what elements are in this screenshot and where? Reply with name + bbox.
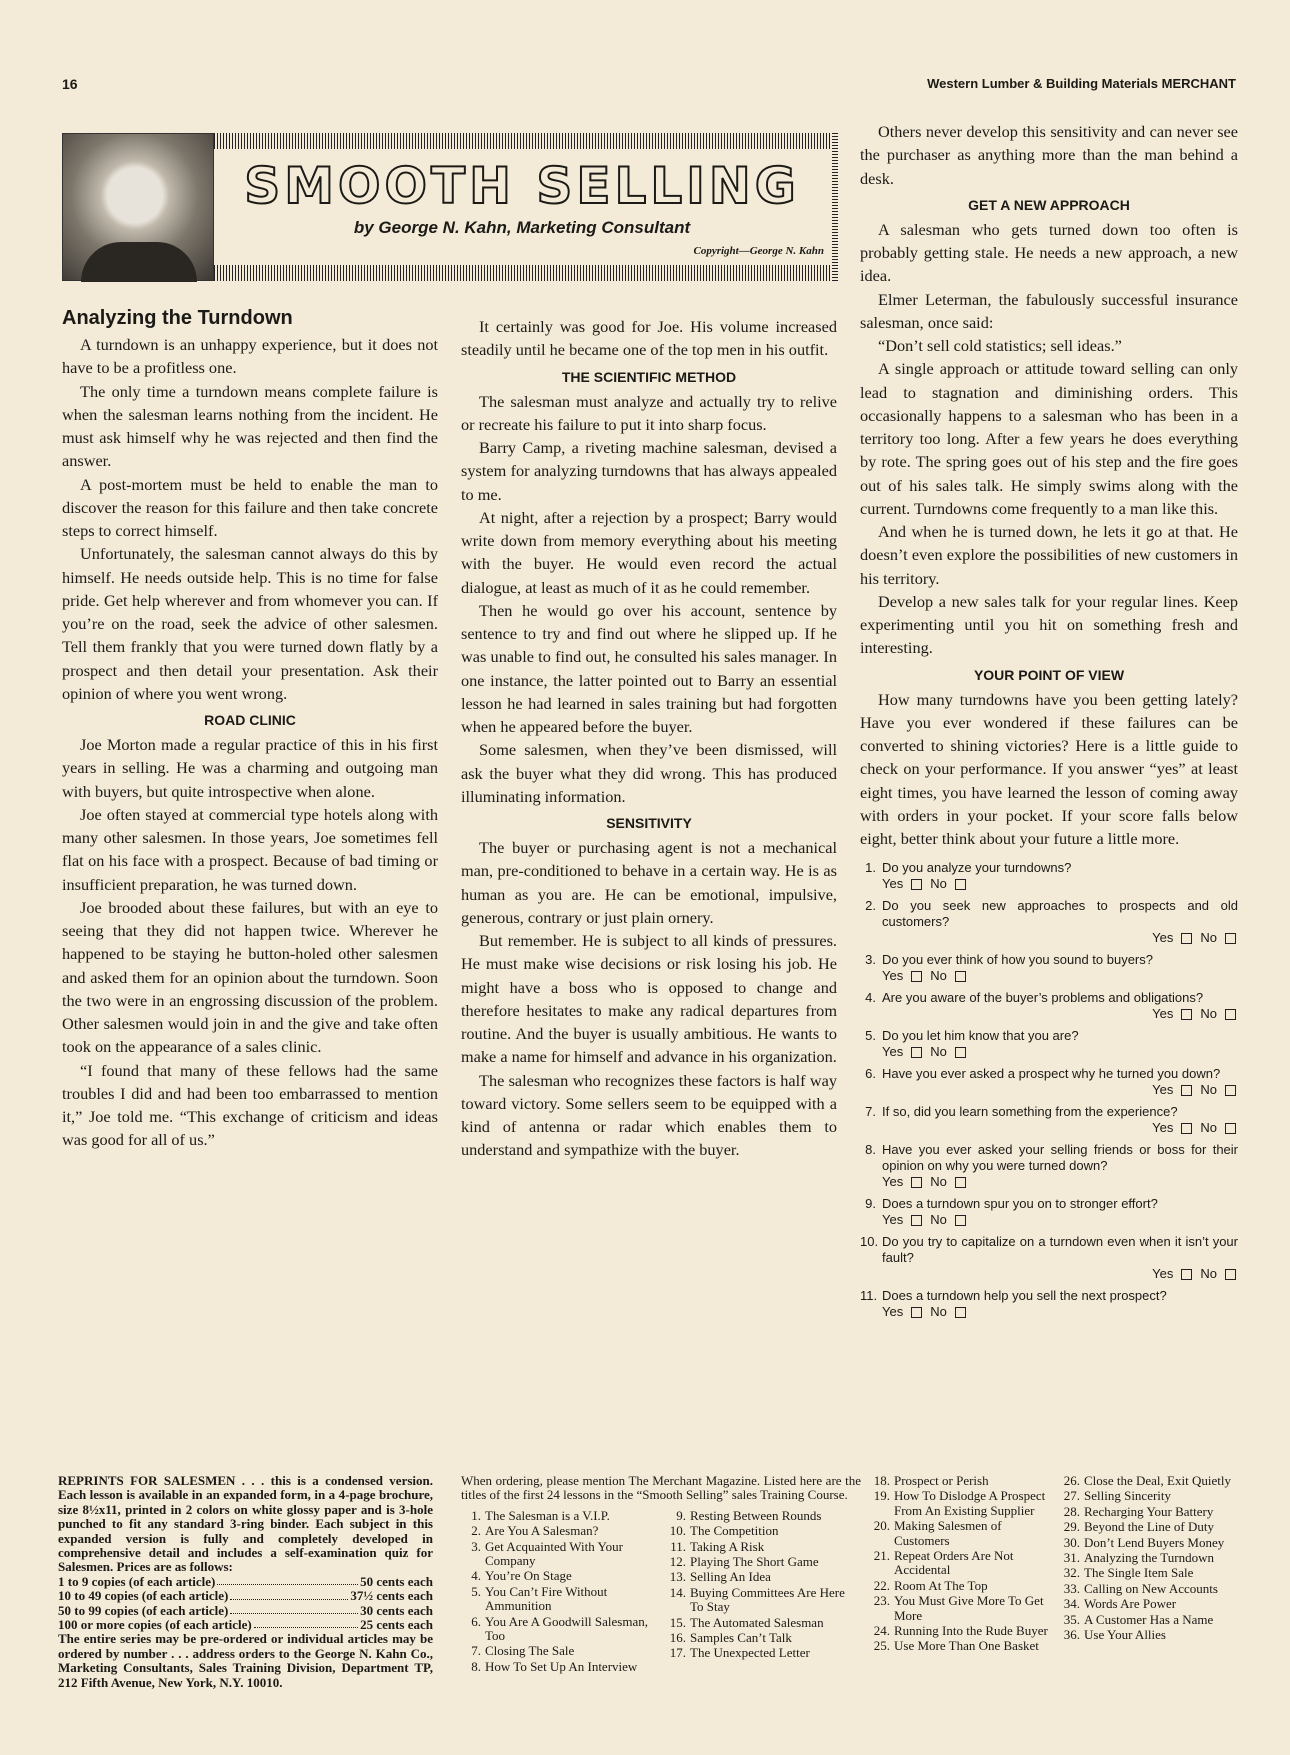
- road-clinic-paragraphs: [62, 733, 438, 1152]
- quiz-number: 9.: [865, 1196, 876, 1212]
- price-leader: [217, 1575, 358, 1585]
- yes-label: Yes: [1152, 1082, 1174, 1098]
- no-label: No: [1200, 1082, 1217, 1098]
- quiz-item: [860, 1234, 1238, 1282]
- no-checkbox[interactable]: [955, 971, 966, 982]
- no-label: No: [930, 1212, 947, 1228]
- quiz-answer-line: [882, 876, 1238, 892]
- price-row: [58, 1589, 433, 1603]
- quiz-number: 3.: [865, 952, 876, 968]
- quiz-number: 10.: [860, 1234, 879, 1250]
- lesson-item: [870, 1639, 1050, 1653]
- lesson-item: [666, 1646, 861, 1660]
- lesson-number: 1.: [471, 1507, 481, 1523]
- no-checkbox[interactable]: [955, 1307, 966, 1318]
- no-label: No: [930, 1304, 947, 1320]
- ordering-intro: When ordering, please mention The Merchant Magazine. Listed here are the titles of the first 24 lessons in the “Smooth Selling” sales Training Course.: [461, 1473, 861, 1503]
- lesson-title: Calling on New Accounts: [1084, 1580, 1218, 1596]
- lesson-item: [870, 1489, 1050, 1518]
- lesson-item: [461, 1569, 656, 1583]
- no-checkbox[interactable]: [1225, 1009, 1236, 1020]
- paragraph: It certainly was good for Joe. His volume increased steadily until he became one of the top men in his outfit.: [461, 317, 837, 360]
- yes-checkbox[interactable]: [1181, 1123, 1192, 1134]
- lesson-title: Resting Between Rounds: [690, 1507, 822, 1523]
- quiz-item: [860, 1104, 1238, 1136]
- lesson-item: [1060, 1566, 1240, 1580]
- quiz-item: [860, 860, 1238, 892]
- banner-stripe-top: [214, 133, 838, 149]
- lesson-item: [666, 1570, 861, 1584]
- lesson-number: 36.: [1063, 1627, 1080, 1643]
- lesson-number: 9.: [676, 1507, 686, 1523]
- paragraph: “Don’t sell cold statistics; sell ideas.”: [878, 336, 1122, 355]
- no-checkbox[interactable]: [955, 1215, 966, 1226]
- no-label: No: [930, 1174, 947, 1190]
- point-of-view-paragraphs: [860, 688, 1238, 851]
- lesson-title: Playing The Short Game: [690, 1554, 819, 1570]
- quiz-question-text: Do you let him know that you are?: [882, 1028, 1079, 1044]
- subhead-scientific-method: THE SCIENTIFIC METHOD: [561, 368, 737, 385]
- reprints-notice: [58, 1474, 433, 1690]
- yes-no-answer: [1152, 1082, 1238, 1098]
- quiz-question: [882, 1066, 1238, 1098]
- author-photo: [62, 133, 214, 281]
- quiz-question-text: Does a turndown help you sell the next prospect?: [882, 1288, 1167, 1304]
- lesson-item: [1060, 1520, 1240, 1534]
- quiz-question-text: Do you analyze your turndowns?: [882, 860, 1072, 876]
- subhead-road-clinic: ROAD CLINIC: [204, 712, 296, 728]
- lesson-item: [1060, 1505, 1240, 1519]
- quiz-question: [882, 1234, 1238, 1282]
- yes-checkbox[interactable]: [911, 971, 922, 982]
- ordering-info: [461, 1474, 861, 1674]
- lesson-title: Get Acquainted With Your Company: [485, 1538, 623, 1569]
- no-label: No: [1200, 1120, 1217, 1136]
- price-row: [58, 1618, 433, 1632]
- yes-checkbox[interactable]: [911, 879, 922, 890]
- quiz-answer-line: [882, 1212, 1238, 1228]
- lesson-item: [461, 1644, 656, 1658]
- lesson-title: Are You A Salesman?: [485, 1523, 599, 1539]
- column-2-intro: [461, 315, 837, 362]
- no-checkbox[interactable]: [955, 1177, 966, 1188]
- yes-no-answer: [1152, 930, 1238, 946]
- no-label: No: [930, 1044, 947, 1060]
- lesson-number: 34.: [1063, 1596, 1080, 1612]
- paragraph: A turndown is an unhappy experience, but it does not have to be a profitless one.: [62, 335, 438, 378]
- lesson-number: 19.: [873, 1488, 890, 1504]
- lesson-number: 14.: [669, 1584, 686, 1600]
- lesson-item: [1060, 1597, 1240, 1611]
- price-list: [58, 1575, 433, 1633]
- lesson-title: Selling An Idea: [690, 1569, 771, 1585]
- quiz-answer-line: [882, 1120, 1238, 1136]
- price-quantity: 10 to 49 copies (of each article): [58, 1588, 229, 1604]
- lesson-title: The Single Item Sale: [1084, 1565, 1194, 1581]
- lesson-title: How To Dislodge A Prospect From An Existing Supplier: [894, 1488, 1046, 1518]
- subhead-new-approach: GET A NEW APPROACH: [968, 196, 1130, 213]
- lesson-number: 35.: [1063, 1611, 1080, 1627]
- lesson-item: [1060, 1628, 1240, 1642]
- lesson-item: [461, 1660, 656, 1674]
- quiz-number: 2.: [865, 898, 876, 914]
- lesson-item: [1060, 1582, 1240, 1596]
- paragraph: The salesman must analyze and actually try to relive or recreate his failure to put it into sharp focus.: [461, 391, 837, 434]
- no-label: No: [930, 968, 947, 984]
- yes-checkbox[interactable]: [911, 1307, 922, 1318]
- lesson-title: The Automated Salesman: [690, 1614, 824, 1630]
- byline: by George N. Kahn, Marketing Consultant: [353, 218, 691, 237]
- lesson-item: [461, 1540, 656, 1569]
- paragraph: Some salesmen, when they’ve been dismissed, will ask the buyer what they did wrong. This has produced illuminating information.: [461, 740, 837, 806]
- lesson-title: Buying Committees Are Here To Stay: [690, 1584, 845, 1615]
- paragraph: Then he would go over his account, sentence by sentence to try and find out where he slipped up. If he was unable to find out, he consulted his sales manager. In one instance, the latter pointed out to Barry an essential lesson he had learned in sales training but had forgotten when he appeared before the buyer.: [461, 600, 837, 736]
- lesson-title: The Competition: [690, 1523, 779, 1539]
- yes-no-answer: [882, 1212, 968, 1228]
- price-leader: [254, 1618, 358, 1628]
- quiz-question-text: Does a turndown spur you on to stronger effort?: [882, 1196, 1158, 1212]
- lesson-title: Closing The Sale: [485, 1643, 575, 1659]
- quiz-question-text: Are you aware of the buyer’s problems and obligations?: [882, 990, 1204, 1006]
- quiz-answer-line: [882, 968, 1238, 984]
- yes-no-answer: [1152, 1120, 1238, 1136]
- column-3: [860, 120, 1238, 1326]
- lesson-title: Making Salesmen of Customers: [894, 1518, 1002, 1548]
- paragraph: “I found that many of these fellows had the same troubles I did and had been too embarrassed to mention it,” Joe told me. “This exchange of criticism and ideas was good for all of us.”: [62, 1060, 438, 1150]
- yes-no-answer: [882, 1174, 968, 1190]
- lesson-title: Prospect or Perish: [894, 1473, 989, 1488]
- price-quantity: 1 to 9 copies (of each article): [58, 1573, 216, 1589]
- lesson-number: 17.: [669, 1645, 686, 1661]
- yes-label: Yes: [1152, 1006, 1174, 1022]
- price-leader: [230, 1604, 358, 1614]
- column-3-intro: [860, 120, 1238, 190]
- lesson-number: 18.: [873, 1473, 890, 1488]
- paragraph: Joe brooded about these failures, but with an eye to seeing that they did not happen twice. Wherever he happened to be staying he button-holed other salesmen and asked them for an opinion about the turndown. Soon the two were in an engrossing discussion of the problem. Other salesmen would join in and the give and take often took on the appearance of a sales clinic.: [62, 897, 438, 1057]
- lesson-number: 20.: [873, 1518, 890, 1534]
- subhead-sensitivity: SENSITIVITY: [606, 815, 692, 831]
- paragraph: A post-mortem must be held to enable the man to discover the reason for this failure and then take concrete steps to correct himself.: [62, 474, 438, 540]
- lesson-title: Use More Than One Basket: [894, 1638, 1039, 1654]
- paragraph: Elmer Leterman, the fabulously successful insurance salesman, once said:: [860, 289, 1238, 332]
- lesson-number: 27.: [1063, 1488, 1080, 1504]
- lesson-item: [461, 1615, 656, 1644]
- lesson-title: Repeat Orders Are Not Accidental: [894, 1548, 1014, 1578]
- paragraph: Joe often stayed at commercial type hotels along with many other salesmen. In those years, Joe sometimes fell flat on his face with a prospect. Because of bad timing or insufficient preparation, he was turned down.: [62, 804, 438, 894]
- lesson-item: [870, 1594, 1050, 1623]
- quiz-question: [882, 990, 1238, 1022]
- lesson-number: 32.: [1063, 1565, 1080, 1581]
- quiz-answer-line: [882, 1006, 1238, 1022]
- quiz-number: 5.: [865, 1028, 876, 1044]
- quiz-item: [860, 952, 1238, 984]
- quiz-item: [860, 1196, 1238, 1228]
- lesson-number: 6.: [471, 1613, 481, 1629]
- no-checkbox[interactable]: [1225, 933, 1236, 944]
- lesson-item: [870, 1579, 1050, 1593]
- lesson-item: [666, 1631, 861, 1645]
- quiz-question-text: Have you ever asked your selling friends or boss for their opinion on why you were turned down?: [882, 1142, 1238, 1174]
- quiz-question-text: If so, did you learn something from the experience?: [882, 1104, 1178, 1120]
- lesson-number: 10.: [669, 1523, 686, 1539]
- quiz-answer-line: [882, 1304, 1238, 1320]
- lesson-item: [1060, 1536, 1240, 1550]
- paragraph: The only time a turndown means complete failure is when the salesman learns nothing from the incident. He must ask himself why he was rejected and then find the answer.: [62, 381, 438, 471]
- lesson-number: 26.: [1063, 1473, 1080, 1488]
- lesson-title: Running Into the Rude Buyer: [894, 1623, 1048, 1639]
- no-checkbox[interactable]: [955, 879, 966, 890]
- lesson-number: 12.: [669, 1554, 686, 1570]
- quiz-number: 11.: [860, 1288, 878, 1304]
- lesson-number: 22.: [873, 1577, 890, 1593]
- lesson-title: Words Are Power: [1084, 1596, 1177, 1612]
- price-row: [58, 1575, 433, 1589]
- quiz-answer-line: [882, 1044, 1238, 1060]
- lesson-item: [1060, 1613, 1240, 1627]
- price-quantity: 50 to 99 copies (of each article): [58, 1602, 229, 1618]
- self-quiz: [860, 860, 1238, 1320]
- yes-checkbox[interactable]: [1181, 1269, 1192, 1280]
- quiz-question: [882, 952, 1238, 984]
- quiz-item: [860, 1142, 1238, 1190]
- yes-no-answer: [882, 1044, 968, 1060]
- paragraph: Barry Camp, a riveting machine salesman, devised a system for analyzing turndowns that has always appealed to me.: [461, 438, 837, 504]
- paragraph: The salesman who recognizes these factors is half way toward victory. Some sellers seem to be equipped with a kind of antenna or radar which enables them to understand and sympathize with the buyer.: [461, 1070, 837, 1160]
- price-value: 50 cents each: [360, 1573, 433, 1589]
- lesson-title: The Unexpected Letter: [690, 1645, 810, 1661]
- subhead-point-of-view: YOUR POINT OF VIEW: [973, 666, 1125, 683]
- price-value: 30 cents each: [360, 1602, 433, 1618]
- column-title: SMOOTH SELLING: [244, 157, 800, 215]
- lesson-item: [1060, 1489, 1240, 1503]
- quiz-question-text: Do you try to capitalize on a turndown even when it isn’t your fault?: [882, 1234, 1238, 1266]
- quiz-question-text: Have you ever asked a prospect why he turned you down?: [882, 1066, 1221, 1082]
- lesson-item: [870, 1474, 1050, 1488]
- no-label: No: [1200, 1266, 1217, 1282]
- lesson-number: 15.: [669, 1614, 686, 1630]
- paragraph: Joe Morton made a regular practice of this in his first years in selling. He was a charming and outgoing man with buyers, but quite introspective when alone.: [62, 735, 438, 801]
- copyright: Copyright—George N. Kahn: [693, 245, 824, 257]
- quiz-number: 1.: [865, 860, 876, 876]
- lesson-item: [870, 1549, 1050, 1578]
- lesson-number: 25.: [873, 1638, 890, 1654]
- paragraph: Develop a new sales talk for your regular lines. Keep experimenting until you hit on something fresh and interesting.: [860, 591, 1238, 658]
- yes-no-answer: [882, 968, 968, 984]
- yes-checkbox[interactable]: [911, 1177, 922, 1188]
- lesson-title: Analyzing the Turndown: [1084, 1550, 1214, 1566]
- lesson-number: 23.: [873, 1593, 890, 1609]
- yes-no-answer: [882, 1304, 968, 1320]
- lesson-list-1: [461, 1509, 861, 1674]
- lesson-number: 5.: [471, 1583, 481, 1599]
- lesson-title: You’re On Stage: [485, 1568, 572, 1584]
- reprints-text: REPRINTS FOR SALESMEN . . . this is a condensed version. Each lesson is available in an expanded form, in a 4-page brochure, size 8½x11, printed in 2 colors on white glossy paper and is 3-hole punched to fit any standard 3-ring binder. Each subject in this expanded version is fully and completely developed in comprehensive detail and includes a self-examination quiz for Salesmen. Prices are as follows:: [58, 1473, 433, 1575]
- quiz-answer-line: [882, 1082, 1238, 1098]
- quiz-question: [882, 1142, 1238, 1190]
- lesson-title: You Must Give More To Get More: [894, 1593, 1044, 1623]
- lesson-title: Samples Can’t Talk: [690, 1630, 792, 1646]
- lesson-number: 29.: [1063, 1519, 1080, 1535]
- lesson-item: [666, 1540, 861, 1554]
- yes-label: Yes: [882, 876, 904, 892]
- lesson-item: [1060, 1474, 1240, 1488]
- quiz-number: 6.: [865, 1066, 876, 1082]
- lesson-item: [666, 1555, 861, 1569]
- price-value: 25 cents each: [360, 1617, 433, 1633]
- lesson-number: 30.: [1063, 1534, 1080, 1550]
- quiz-item: [860, 990, 1238, 1022]
- lesson-number: 8.: [471, 1658, 481, 1674]
- lesson-title: Close the Deal, Exit Quietly: [1084, 1473, 1231, 1488]
- new-approach-paragraphs: [860, 218, 1238, 660]
- publication-name: Western Lumber & Building Materials MERCHANT: [927, 76, 1236, 91]
- no-checkbox[interactable]: [955, 1047, 966, 1058]
- quiz-item: [860, 1066, 1238, 1098]
- yes-checkbox[interactable]: [1181, 1009, 1192, 1020]
- lesson-number: 33.: [1063, 1580, 1080, 1596]
- quiz-number: 7.: [865, 1104, 876, 1120]
- paragraph: A salesman who gets turned down too often is probably getting stale. He needs a new approach, a new idea.: [860, 219, 1238, 286]
- lesson-item: [666, 1586, 861, 1615]
- quiz-item: [860, 898, 1238, 946]
- lesson-title: Room At The Top: [894, 1577, 988, 1593]
- lesson-item: [461, 1509, 656, 1523]
- lesson-title: You Can’t Fire Without Ammunition: [485, 1583, 608, 1614]
- yes-label: Yes: [1152, 1120, 1174, 1136]
- paragraph: The buyer or purchasing agent is not a mechanical man, pre-conditioned to behave in a certain way. He is as human as you are. He can be emotional, impulsive, generous, contrary or just plain ornery.: [461, 838, 837, 927]
- lesson-number: 13.: [669, 1569, 686, 1585]
- lesson-number: 16.: [669, 1630, 686, 1646]
- no-checkbox[interactable]: [1225, 1085, 1236, 1096]
- quiz-question: [882, 1288, 1238, 1320]
- banner-stripe-bottom: [214, 265, 838, 281]
- paragraph: How many turndowns have you been getting lately? Have you ever wondered if these failures can be converted to shining victories? Here is a little guide to check on your performance. If you answer “yes” at least eight times, you have learned the lesson of coming away with orders in your pocket. If your score falls below eight, better think about your future a little more.: [860, 689, 1238, 848]
- quiz-number: 4.: [865, 990, 876, 1006]
- lesson-number: 31.: [1063, 1550, 1080, 1566]
- page-number: 16: [62, 76, 78, 92]
- yes-no-answer: [1152, 1006, 1238, 1022]
- quiz-question: [882, 1028, 1238, 1060]
- quiz-answer-line: [882, 930, 1238, 946]
- paragraph: At night, after a rejection by a prospect; Barry would write down from memory everything about his meeting with the buyer. He would even record the actual dialogue, at least as much of it as he could remember.: [461, 507, 837, 597]
- lesson-number: 21.: [873, 1548, 890, 1564]
- yes-checkbox[interactable]: [1181, 933, 1192, 944]
- quiz-number: 8.: [865, 1142, 876, 1158]
- lesson-title: Selling Sincerity: [1084, 1488, 1172, 1504]
- quiz-answer-line: [882, 1174, 1238, 1190]
- lesson-title: Taking A Risk: [690, 1538, 765, 1554]
- column-banner: [62, 133, 838, 281]
- lesson-item: [461, 1524, 656, 1538]
- yes-label: Yes: [1152, 1266, 1174, 1282]
- lesson-number: 24.: [873, 1623, 890, 1639]
- price-leader: [230, 1589, 348, 1599]
- paragraph: And when he is turned down, he lets it go at that. He doesn’t even explore the possibilities of new customers in his territory.: [860, 522, 1238, 588]
- quiz-question-text: Do you ever think of how you sound to buyers?: [882, 952, 1153, 968]
- quiz-question: [882, 1104, 1238, 1136]
- yes-label: Yes: [882, 1304, 904, 1320]
- scientific-method-paragraphs: [461, 390, 837, 809]
- lesson-list-2: [870, 1474, 1240, 1654]
- yes-checkbox[interactable]: [911, 1215, 922, 1226]
- lesson-number: 7.: [471, 1643, 481, 1659]
- lesson-number: 4.: [471, 1568, 481, 1584]
- lesson-title: Beyond the Line of Duty: [1084, 1519, 1214, 1535]
- paragraph: But remember. He is subject to all kinds of pressures. He must make wise decisions or risk losing his job. He might have a boss who is opposed to change and therefore hesitates to make any radical departures from routine. And the buyer is usually ambitious. He wants to make a name for himself and advance in his organization.: [461, 931, 837, 1067]
- yes-label: Yes: [882, 1044, 904, 1060]
- order-instructions: The entire series may be pre-ordered or individual articles may be ordered by number . . . address orders to the George N. Kahn Co., Marketing Consultants, Sales Training Division, Department TP, 212 Fifth Avenue, New York, N.Y. 10010.: [58, 1631, 433, 1690]
- lesson-number: 3.: [471, 1538, 481, 1554]
- lesson-title: Use Your Allies: [1084, 1627, 1166, 1643]
- quiz-answer-line: [882, 1266, 1238, 1282]
- lesson-item: [666, 1616, 861, 1630]
- lesson-item: [666, 1509, 861, 1523]
- no-label: No: [1200, 930, 1217, 946]
- lesson-title: The Salesman is a V.I.P.: [485, 1507, 610, 1523]
- yes-no-answer: [1152, 1266, 1238, 1282]
- price-quantity: 100 or more copies (of each article): [58, 1617, 252, 1633]
- paragraph: A single approach or attitude toward selling can only lead to stagnation and diminishing orders. This occasionally happens to a salesman who has been in a territory too long. After a few years he does everything by rote. The spring goes out of his step and the fire goes out of his sales talk. He simply swims along with the current. Turndowns come frequently to a man like this.: [860, 359, 1238, 518]
- yes-checkbox[interactable]: [911, 1047, 922, 1058]
- quiz-question-text: Do you seek new approaches to prospects and old customers?: [882, 898, 1238, 930]
- quiz-question: [882, 898, 1238, 946]
- yes-label: Yes: [882, 1174, 904, 1190]
- lesson-title: Recharging Your Battery: [1084, 1503, 1214, 1519]
- banner-stripe-side: [832, 133, 838, 281]
- lesson-title: A Customer Has a Name: [1084, 1611, 1214, 1627]
- paragraph: Others never develop this sensitivity and can never see the purchaser as anything more than the man behind a desk.: [860, 122, 1238, 188]
- yes-no-answer: [882, 876, 968, 892]
- column-1: [62, 305, 438, 1152]
- no-checkbox[interactable]: [1225, 1123, 1236, 1134]
- lesson-number: 2.: [471, 1523, 481, 1539]
- yes-label: Yes: [882, 1212, 904, 1228]
- lesson-item: [666, 1524, 861, 1538]
- price-row: [58, 1604, 433, 1618]
- no-label: No: [930, 876, 947, 892]
- intro-paragraphs: [62, 333, 438, 705]
- lesson-title: You Are A Goodwill Salesman, Too: [485, 1613, 648, 1644]
- quiz-question: [882, 860, 1238, 892]
- lesson-item: [1060, 1551, 1240, 1565]
- lesson-item: [461, 1585, 656, 1614]
- lesson-item: [870, 1624, 1050, 1638]
- lesson-item: [870, 1519, 1050, 1548]
- quiz-item: [860, 1288, 1238, 1320]
- paragraph: Unfortunately, the salesman cannot always do this by himself. He needs outside help. This is no time for false pride. Get help wherever and from whomever you can. If you’re on the road, seek the advice of other salesmen. Tell them frankly that you were turned down flatly by a prospect and then detail your presentation. Ask their opinion of where you went wrong.: [62, 544, 438, 703]
- quiz-question: [882, 1196, 1238, 1228]
- no-checkbox[interactable]: [1225, 1269, 1236, 1280]
- quiz-item: [860, 1028, 1238, 1060]
- lesson-number: 11.: [670, 1538, 686, 1554]
- no-label: No: [1200, 1006, 1217, 1022]
- price-value: 37½ cents each: [350, 1588, 433, 1604]
- lesson-title: Don’t Lend Buyers Money: [1084, 1534, 1225, 1550]
- article-title: Analyzing the Turndown: [62, 307, 293, 329]
- lesson-title: How To Set Up An Interview: [485, 1658, 638, 1674]
- lesson-number: 28.: [1063, 1503, 1080, 1519]
- sensitivity-paragraphs: [461, 836, 837, 1162]
- yes-checkbox[interactable]: [1181, 1085, 1192, 1096]
- column-2: [461, 315, 837, 1162]
- yes-label: Yes: [882, 968, 904, 984]
- lesson-list-continued: [870, 1474, 1240, 1654]
- yes-label: Yes: [1152, 930, 1174, 946]
